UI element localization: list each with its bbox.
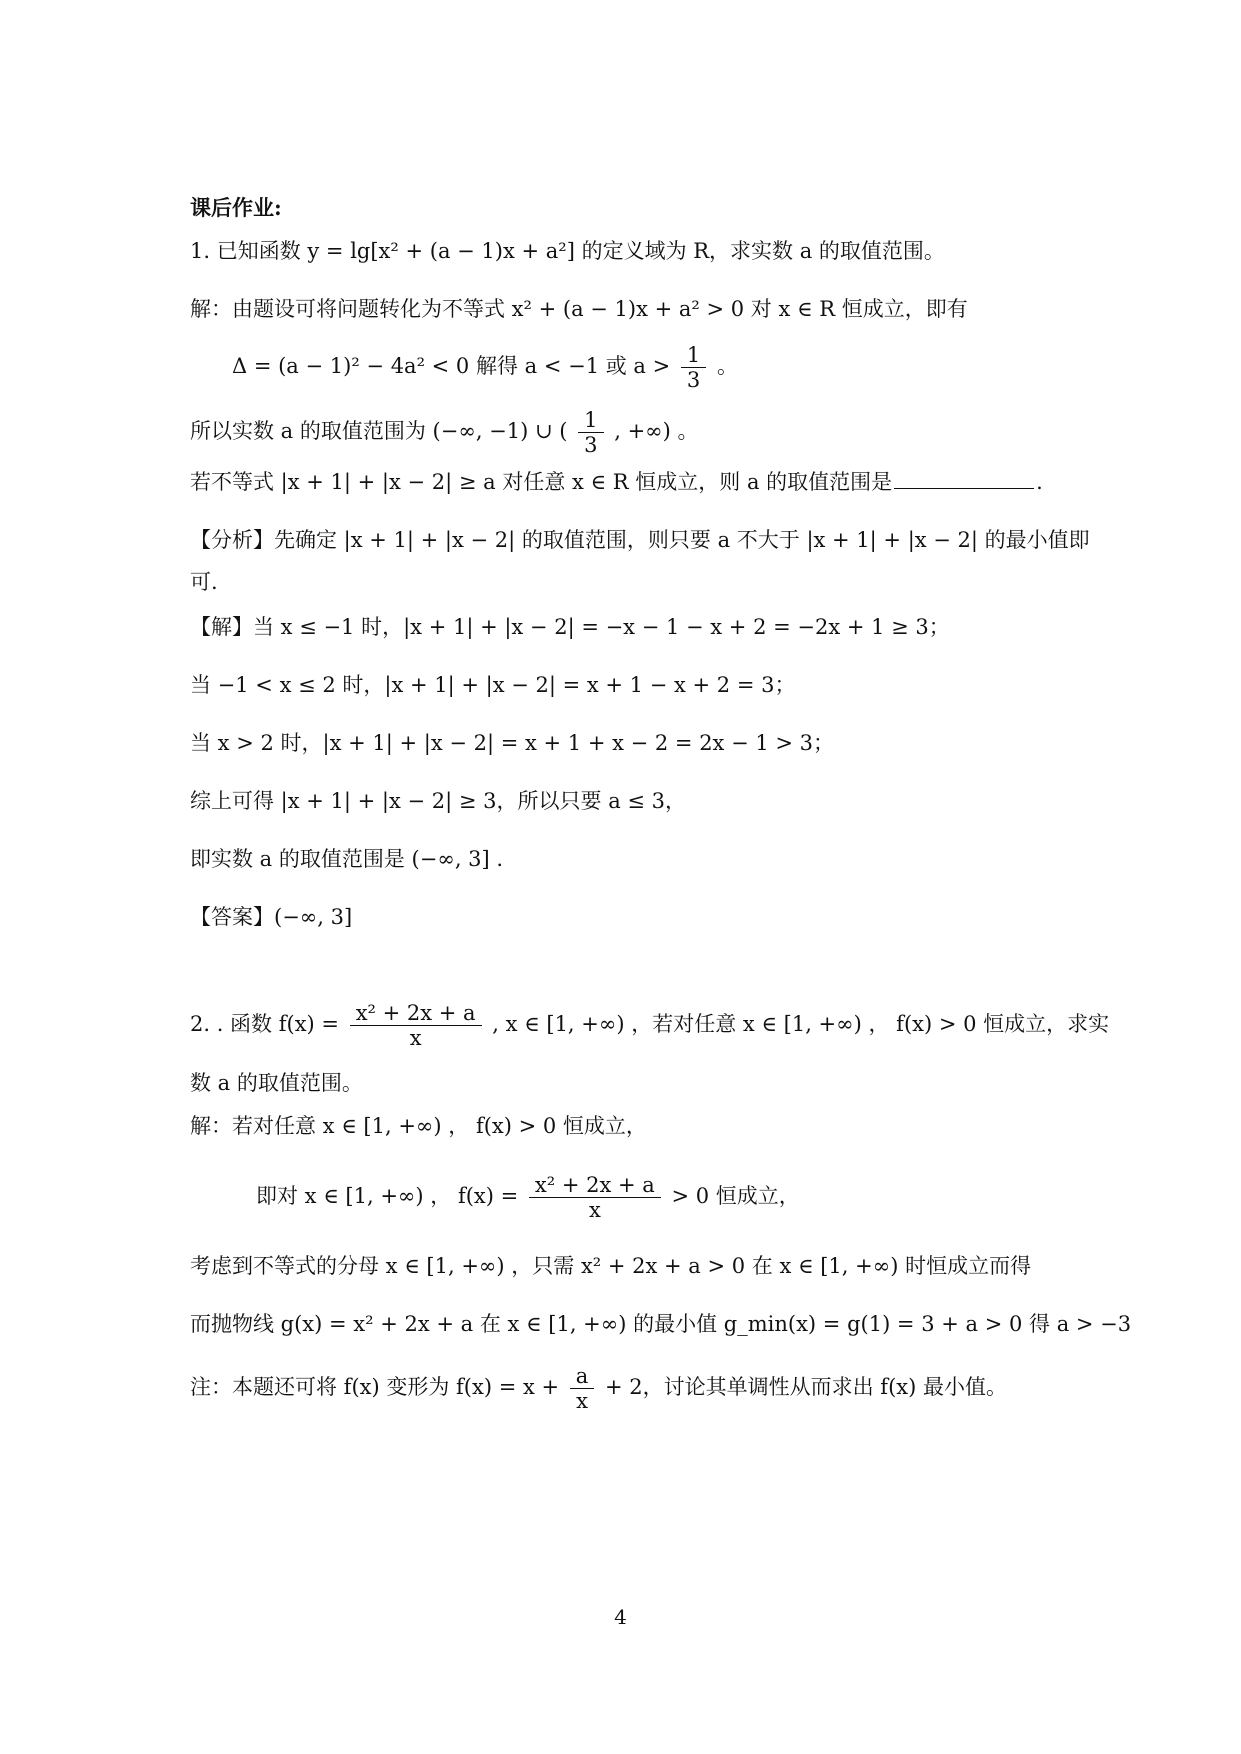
answer-blank [894,468,1034,489]
problem-2-solution-line-4: 综上可得 |x + 1| + |x − 2| ≥ 3，所以只要 a ≤ 3， [190,789,687,813]
problem-3-solution-line-2 [256,1173,1051,1222]
problem-1-question: 1. 已知函数 y = lg[x² + (a − 1)x + a²] 的定义域为 R，求实数 a 的取值范围。 [190,239,945,263]
fraction-denominator: x [588,1198,601,1222]
problem-2-analysis-line-1: 【分析】先确定 |x + 1| + |x − 2| 的取值范围，则只要 a 不大于 |x + 1| + |x − 2| 的最小值即 [190,528,1090,552]
fraction [350,1001,482,1050]
fraction-numerator: x² + 2x + a [529,1173,661,1198]
problem-2-question [190,467,1051,497]
text-segment: 。 [716,354,738,378]
text-segment: . [1036,470,1043,494]
fraction [578,408,603,457]
problem-1-solution-line-2 [232,343,1051,392]
text-segment: 2. . 函数 f(x) = [190,1012,340,1036]
text-segment: 所以实数 a 的取值范围为 (−∞, −1) ∪ ( [190,419,568,443]
fraction-numerator: a [570,1364,595,1389]
fraction-denominator: x [409,1026,422,1050]
problem-1-solution-line-3 [190,408,1051,457]
fraction-numerator: 1 [578,408,603,433]
page-number: 4 [614,1605,627,1629]
fraction [570,1364,595,1413]
problem-2-solution-line-1: 【解】当 x ≤ −1 时，|x + 1| + |x − 2| = −x − 1 − x + 2 = −2x + 1 ≥ 3； [190,615,950,639]
text-segment: 即对 x ∈ [1, +∞) ， f(x) = [256,1184,519,1208]
fraction-denominator: 3 [584,433,598,457]
problem-2-analysis-line-2: 可. [190,570,218,594]
problem-2-answer: 【答案】(−∞, 3] [190,905,353,929]
problem-2-solution-line-3: 当 x > 2 时，|x + 1| + |x − 2| = x + 1 + x − 2 = 2x − 1 > 3； [190,731,835,755]
fraction-numerator: x² + 2x + a [350,1001,482,1026]
problem-3-note [190,1364,1051,1413]
problem-3-solution-line-4: 而抛物线 g(x) = x² + 2x + a 在 x ∈ [1, +∞) 的最小值 g_min(x) = g(1) = 3 + a > 0 得 a > −3 [190,1312,1132,1336]
problem-1-solution-line-1: 解：由题设可将问题转化为不等式 x² + (a − 1)x + a² > 0 对 x ∈ R 恒成立，即有 [190,297,968,321]
fraction [681,343,706,392]
problem-3-solution-line-1: 解：若对任意 x ∈ [1, +∞) ， f(x) > 0 恒成立， [190,1114,647,1138]
problem-3-question-line-1 [190,1001,1110,1050]
problem-2-solution-line-5: 即实数 a 的取值范围是 (−∞, 3] . [190,847,504,871]
text-segment: 注：本题还可将 f(x) 变形为 f(x) = x + [190,1375,560,1399]
text-segment: , x ∈ [1, +∞) ，若对任意 x ∈ [1, +∞) ， f(x) > 0 恒成立，求实 [492,1012,1110,1036]
text-segment: + 2，讨论其单调性从而求出 f(x) 最小值。 [605,1375,1007,1399]
problem-2-solution-line-2: 当 −1 < x ≤ 2 时，|x + 1| + |x − 2| = x + 1 − x + 2 = 3； [190,673,796,697]
fraction [529,1173,661,1222]
section-heading: 课后作业: [190,195,282,220]
text-segment: Δ = (a − 1)² − 4a² < 0 解得 a < −1 或 a > [232,354,671,378]
text-segment: 若不等式 |x + 1| + |x − 2| ≥ a 对任意 x ∈ R 恒成立，则 a 的取值范围是 [190,470,893,494]
text-segment: , +∞) 。 [614,419,699,443]
problem-3-question-line-2: 数 a 的取值范围。 [190,1071,363,1095]
fraction-numerator: 1 [681,343,706,368]
fraction-denominator: 3 [686,368,701,392]
text-segment: > 0 恒成立， [671,1184,800,1208]
fraction-denominator: x [576,1389,588,1413]
problem-3-solution-line-3: 考虑到不等式的分母 x ∈ [1, +∞) ，只需 x² + 2x + a > 0 在 x ∈ [1, +∞) 时恒成立而得 [190,1254,1032,1278]
